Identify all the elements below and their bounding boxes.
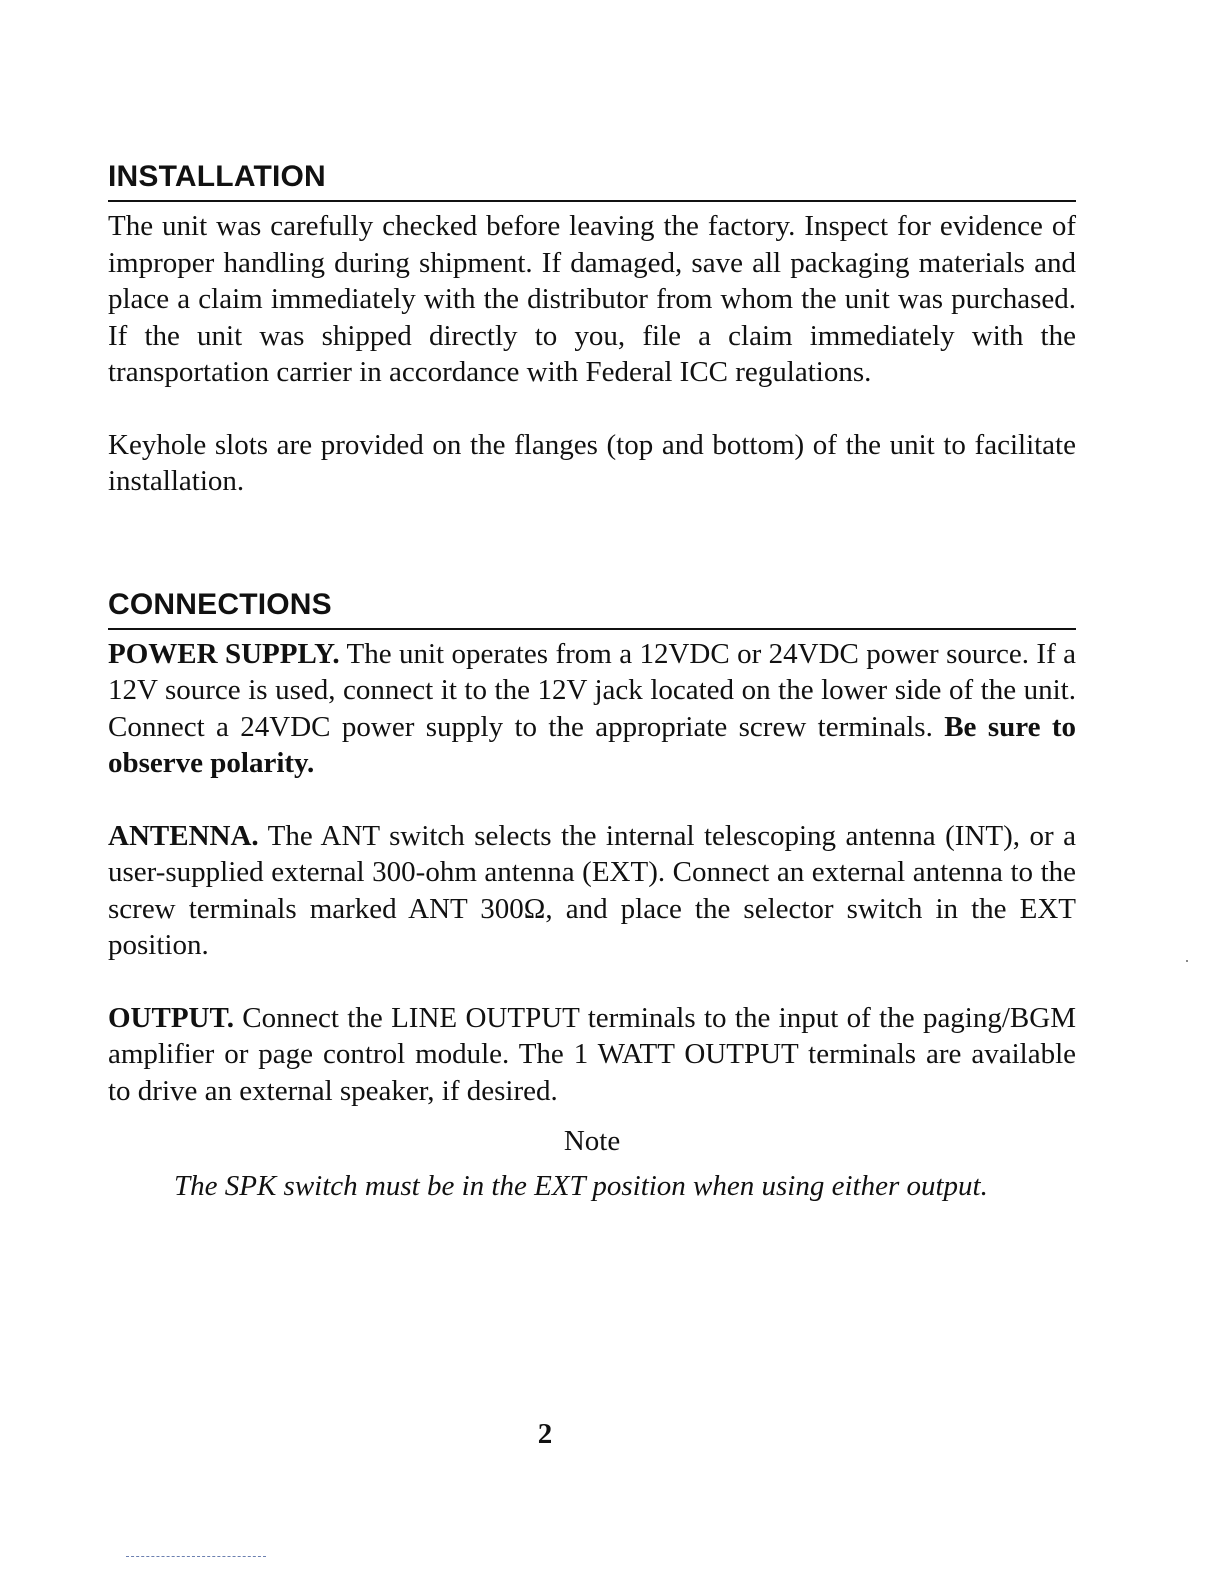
note-body: The SPK switch must be in the EXT position when using either output.	[174, 1170, 988, 1202]
output-label: OUTPUT.	[108, 1001, 234, 1034]
scan-edge-mark	[126, 1556, 266, 1557]
manual-page	[108, 0, 1076, 1207]
antenna-label: ANTENNA.	[108, 819, 259, 852]
note-title: Note	[563, 1125, 621, 1157]
output-text: Connect the LINE OUTPUT terminals to the input of the paging/BGM amplifier or page control module. The 1 WATT OUTPUT terminals are available to drive an external speaker, if desired.	[108, 1001, 1076, 1107]
scan-speck	[1186, 960, 1188, 962]
power-supply-text: The unit operates from a 12VDC or 24VDC power source. If a 12V source is used, connect it to the 12V jack located on the lower side of the unit. Connect a 24VDC power supply to the appropriate screw terminals.	[108, 637, 1076, 743]
antenna-paragraph	[108, 818, 1076, 964]
power-supply-paragraph	[108, 636, 1076, 782]
installation-heading: INSTALLATION	[108, 160, 1076, 202]
installation-paragraph-2: Keyhole slots are provided on the flanges (top and bottom) of the unit to facilitate installation.	[108, 428, 1076, 497]
antenna-text: The ANT switch selects the internal telescoping antenna (INT), or a user-supplied external 300-ohm antenna (EXT). Connect an external antenna to the screw terminals marked ANT 300Ω, and place the selector switch in the EXT position.	[108, 819, 1076, 961]
output-paragraph	[108, 1000, 1076, 1110]
connections-heading: CONNECTIONS	[108, 588, 1076, 630]
installation-paragraph-1: The unit was carefully checked before leaving the factory. Inspect for evidence of improper handling during shipment. If damaged, save all packaging materials and place a claim immediately with the distributor from whom the unit was purchased. If the unit was shipped directly to you, file a claim immediately with the transportation carrier in accordance with Federal ICC regulations.	[108, 210, 1076, 388]
power-supply-label: POWER SUPPLY.	[108, 637, 340, 670]
page-number: 2	[537, 1418, 553, 1450]
polarity-warning: Be sure to observe polarity.	[108, 710, 1076, 779]
